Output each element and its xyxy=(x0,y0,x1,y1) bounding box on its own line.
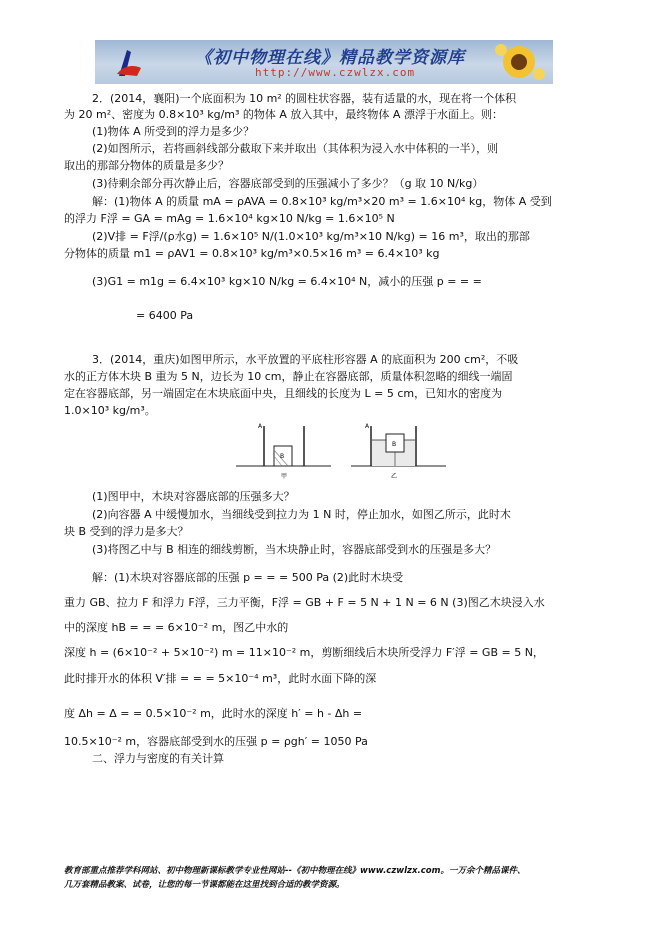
text-line: 重力 GB、拉力 F 和浮力 F浮，三力平衡，F浮 = GB + F = 5 N + 1 N = 6 N (3)图乙木块浸入水 xyxy=(64,596,545,609)
text-line: 3．(2014，重庆)如图甲所示，水平放置的平底柱形容器 A 的底面积为 200 cm²，不吸 xyxy=(92,353,519,366)
text-line: 此时排开水的体积 V′排 = = = 5×10⁻⁴ m³，此时水面下降的深 xyxy=(64,672,377,685)
container-label-a-2: A xyxy=(365,423,370,430)
text-line: 深度 h = (6×10⁻² + 5×10⁻²) m = 11×10⁻² m，剪断细线后木块所受浮力 F′浮 = GB = 5 N， xyxy=(64,646,544,659)
text-line: 解：(1)物体 A 的质量 mA = ρAVA = 0.8×10³ kg/m³×20 m³ = 1.6×10⁴ kg，物体 A 受到 xyxy=(92,195,552,208)
text-line: = 6400 Pa xyxy=(136,309,194,322)
text-line: 中的深度 hB = = = 6×10⁻² m，图乙中水的 xyxy=(64,621,289,634)
figure-caption-jia: 甲 xyxy=(281,473,288,480)
text-line: (1)物体 A 所受到的浮力是多少？ xyxy=(92,125,255,138)
text-line: 分物体的质量 m1 = ρAV1 = 0.8×10³ kg/m³×0.5×16 m³ = 6.4×10³ kg xyxy=(64,247,440,260)
text-line: 1.0×10³ kg/m³。 xyxy=(64,404,156,417)
figure-caption-yi: 乙 xyxy=(391,473,398,480)
text-line: 2．(2014，襄阳)一个底面积为 10 m² 的圆柱状容器，装有适量的水，现在将一个体积 xyxy=(92,92,517,105)
text-line: (1)图甲中，木块对容器底部的压强多大？ xyxy=(92,490,295,503)
text-line: 块 B 受到的浮力是多大？ xyxy=(64,525,189,538)
text-line: 定在容器底部，另一端固定在木块底面中央，且细线的长度为 L = 5 cm，已知水的密度为 xyxy=(64,387,503,400)
text-line: (3)G1 = m1g = 6.4×10³ kg×10 N/kg = 6.4×10⁴ N，减小的压强 p = = = xyxy=(92,275,482,288)
footer-line: 几万套精品教案、试卷，让您的每一节课都能在这里找到合适的教学资源。 xyxy=(64,880,345,890)
banner-url: http://www.czwlzx.com xyxy=(255,66,416,79)
block-label-b: B xyxy=(280,453,285,460)
site-logo-icon xyxy=(113,46,143,78)
text-line: 解：(1)木块对容器底部的压强 p = = = 500 Pa (2)此时木块受 xyxy=(92,571,404,584)
text-line: (2)如图所示，若将画斜线部分截取下来并取出（其体积为浸入水中体积的一半），则 xyxy=(92,142,499,155)
header-banner xyxy=(95,40,553,84)
text-line: 度 Δh = Δ = = 0.5×10⁻² m，此时水的深度 h′ = h - Δh = xyxy=(64,707,363,720)
container-label-a: A xyxy=(258,423,263,430)
block-label-b-2: B xyxy=(392,441,397,448)
footer-line: 教育部重点推荐学科网站、初中物理新课标教学专业性网站--《初中物理在线》www.czwlzx.com。一万余个精品课件、 xyxy=(64,866,526,876)
text-line: (3)将图乙中与 B 相连的细线剪断，当木块静止时，容器底部受到水的压强是多大？ xyxy=(92,543,497,556)
text-line: (3)待剩余部分再次静止后，容器底部受到的压强减小了多少？（g 取 10 N/kg） xyxy=(92,177,484,190)
text-line: 的浮力 F浮 = GA = mAg = 1.6×10⁴ kg×10 N/kg = 1.6×10⁵ N xyxy=(64,212,395,225)
text-line: 为 20 m²、密度为 0.8×10³ kg/m³ 的物体 A 放入其中，最终物体 A 漂浮于水面上。则： xyxy=(64,108,503,121)
text-line: 水的正方体木块 B 重为 5 N，边长为 10 cm，静止在容器底部，质量体积忽略的细线一端固 xyxy=(64,370,513,383)
text-line: (2)向容器 A 中缓慢加水，当细线受到拉力为 1 N 时，停止加水，如图乙所示，此时木 xyxy=(92,508,511,521)
text-line: 取出的那部分物体的质量是多少？ xyxy=(64,159,229,172)
banner-title: 《初中物理在线》精品教学资源库 xyxy=(195,48,465,68)
text-line: (2)V排 = F浮/(ρ水g) = 1.6×10⁵ N/(1.0×10³ kg/m³×10 N/kg) = 16 m³，取出的那部 xyxy=(92,230,530,243)
sunflower-icon xyxy=(491,42,547,82)
section-heading: 二、浮力与密度的有关计算 xyxy=(92,752,224,765)
experiment-figure xyxy=(236,420,446,482)
text-line: 10.5×10⁻² m，容器底部受到水的压强 p = ρgh′ = 1050 Pa xyxy=(64,735,368,748)
